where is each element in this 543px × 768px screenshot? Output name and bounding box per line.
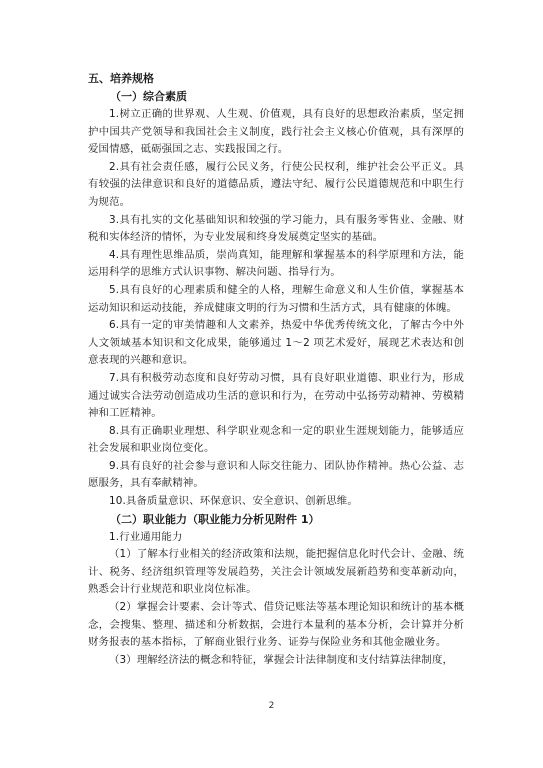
quality-item: 3.具有扎实的文化基础知识和较强的学习能力，具有服务零售业、金融、财税和实体经济的情怀，为专业发展和终身发展奠定坚实的基础。: [88, 213, 464, 244]
section-title: 五、培养规格: [88, 72, 154, 85]
sub-heading-industry-ability: 1.行业通用能力: [109, 530, 183, 543]
ability-item: （2）掌握会计要素、会计等式、借贷记账法等基本理论知识和统计的基本概念，会搜集、整理、描述和分析数据，会进行本量利的基本分析，会计算并分析财务报表的基本指标，了解商业银行业务、证券与保险业务和其他金融业务。: [88, 601, 464, 649]
quality-item: 10.具备质量意识、环保意识、安全意识、创新思维。: [109, 495, 358, 508]
ability-item: （1）了解本行业相关的经济政策和法规，能把握信息化时代会计、金融、统计、税务、经济组织管理等发展趋势，关注会计领域发展新趋势和变革新动向，熟悉会计行业规范和职业岗位标准。: [88, 548, 464, 596]
quality-item: 1.树立正确的世界观、人生观、价值观，具有良好的思想政治素质，坚定拥护中国共产党领导和我国社会主义制度，践行社会主义核心价值观，具有深厚的爱国情感，砥砺强国之志、实践报国之行。: [88, 108, 464, 156]
quality-item: 6.具有一定的审美情趣和人文素养，热爱中华优秀传统文化，了解古今中外人文领域基本知识和文化成果，能够通过 1～2 项艺术爱好，展现艺术表达和创意表现的兴趣和意识。: [88, 319, 464, 367]
subsection-title-professional-ability: （二）职业能力（职业能力分析见附件 1）: [110, 512, 320, 526]
quality-item: 2.具有社会责任感，履行公民义务，行使公民权利，维护社会公平正义。具有较强的法律意识和良好的道德品质，遵法守纪、履行公民道德规范和中职生行为规范。: [88, 160, 464, 208]
quality-item: 8.具有正确职业理想、科学职业观念和一定的职业生涯规划能力，能够适应社会发展和职业岗位变化。: [88, 424, 464, 455]
page-number: 2: [268, 701, 275, 711]
subsection-title-comprehensive-quality: （一）综合素质: [110, 90, 187, 103]
page-content: [88, 70, 464, 669]
ability-item: （3）理解经济法的概念和特征，掌握会计法律制度和支付结算法律制度，: [109, 653, 454, 666]
quality-item: 4.具有理性思维品质，崇尚真知，能理解和掌握基本的科学原理和方法，能运用科学的思维方式认识事物、解决问题、指导行为。: [88, 248, 464, 279]
quality-item: 9.具有良好的社会参与意识和人际交往能力、团队协作精神。热心公益、志愿服务，具有奉献精神。: [88, 459, 464, 490]
quality-item: 5.具有良好的心理素质和健全的人格，理解生命意义和人生价值，掌握基本运动知识和运动技能，养成健康文明的行为习惯和生活方式，具有健康的体魄。: [88, 283, 464, 314]
quality-item: 7.具有积极劳动态度和良好劳动习惯，具有良好职业道德、职业行为，形成通过诚实合法劳动创造成功生活的意识和行为，在劳动中弘扬劳动精神、劳模精神和工匠精神。: [88, 371, 464, 420]
